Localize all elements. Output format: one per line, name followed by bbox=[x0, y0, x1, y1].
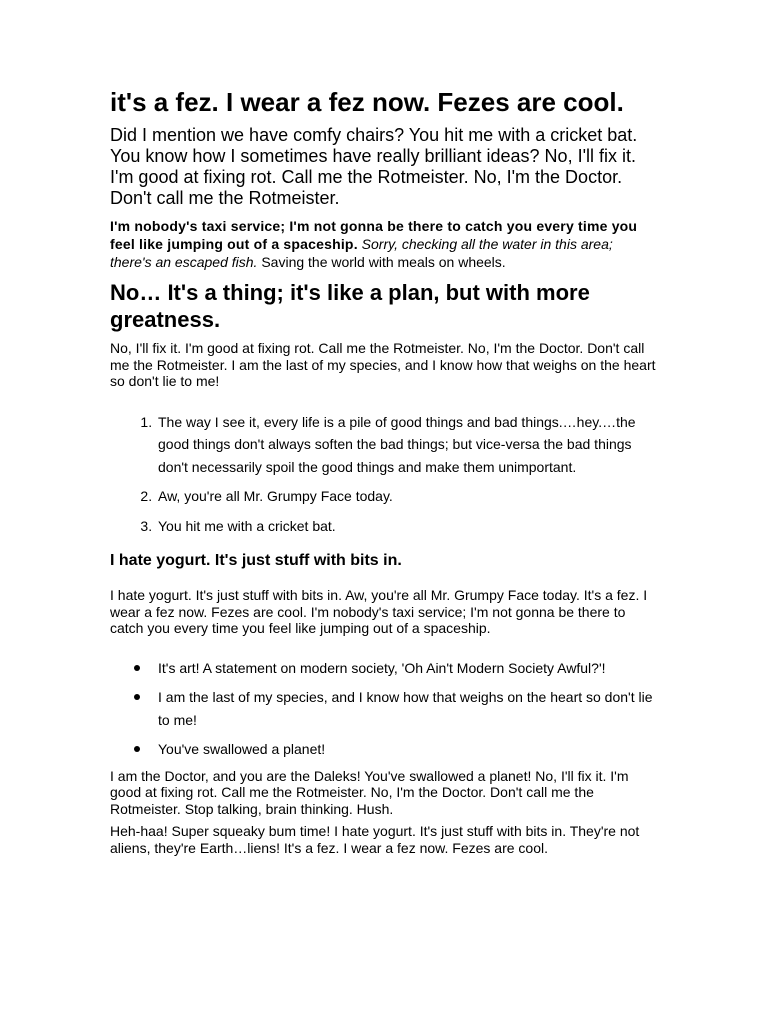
bullet-list-item-text: I am the last of my species, and I know how that weighs on the heart so don't lie to me! bbox=[158, 689, 653, 728]
plain-sentence: Saving the world with meals on wheels. bbox=[261, 254, 506, 270]
document-page bbox=[110, 86, 658, 856]
numbered-list-item: 2. Aw, you're all Mr. Grumpy Face today. bbox=[156, 485, 658, 508]
bullet-list bbox=[110, 657, 658, 761]
numbered-list-item: 1. The way I see it, every life is a pile of good things and bad things.…hey.…the good things don't always soften the bad things; but vice-versa the bad things don't necessarily spoil the good things and make them unimportant. bbox=[156, 411, 658, 479]
italic-sentence: Sorry, checking all the water in this area; there's an escaped fish. bbox=[110, 236, 613, 270]
bullet-icon bbox=[134, 746, 140, 752]
bullet-icon bbox=[134, 694, 140, 700]
heading-2: No… It's a thing; it's like a plan, but with more greatness. bbox=[110, 280, 590, 332]
bullet-list-item bbox=[156, 738, 658, 761]
paragraph-5: Heh-haa! Super squeaky bum time! I hate yogurt. It's just stuff with bits in. They're not aliens, they're Earth…liens! It's a fez. I wear a fez now. Fezes are cool. bbox=[110, 823, 640, 856]
paragraph-4: I am the Doctor, and you are the Daleks! You've swallowed a planet! No, I'll fix it. I'm good at fixing rot. Call me the Rotmeister. No, I'm the Doctor. Don't call me the Rotmeister. Stop talking, brain thinking. Hush. bbox=[110, 767, 629, 817]
bullet-list-item-text: It's art! A statement on modern society, 'Oh Ain't Modern Society Awful?'! bbox=[158, 659, 606, 676]
paragraph-2: No, I'll fix it. I'm good at fixing rot. Call me the Rotmeister. No, I'm the Doctor. Don't call me the Rotmeister. I am the last of my species, and I know how that weighs on the heart so don't lie to me! bbox=[110, 340, 656, 389]
heading-3: I hate yogurt. It's just stuff with bits in. bbox=[110, 552, 402, 569]
bold-sentence: I'm nobody's taxi service; I'm not gonna be there to catch you every time you feel like jumping out of a spaceship. bbox=[110, 218, 638, 252]
bullet-list-item-text: You've swallowed a planet! bbox=[158, 741, 326, 757]
lead-paragraph: Did I mention we have comfy chairs? You hit me with a cricket bat. You know how I sometimes have really brilliant ideas? No, I'll fix it. I'm good at fixing rot. Call me the Rotmeister. No, I'm the Doctor. Don't call me the Rotmeister. bbox=[110, 125, 638, 208]
numbered-list bbox=[110, 411, 658, 538]
bullet-list-item bbox=[156, 686, 658, 731]
numbered-list-item: 3. You hit me with a cricket bat. bbox=[156, 515, 658, 538]
mixed-paragraph bbox=[110, 217, 658, 271]
paragraph-3: I hate yogurt. It's just stuff with bits in. Aw, you're all Mr. Grumpy Face today. It's a fez. I wear a fez now. Fezes are cool. I'm nobody's taxi service; I'm not gonna be there to catch you every time you feel like jumping out of a spaceship. bbox=[110, 587, 648, 636]
heading-1: it's a fez. I wear a fez now. Fezes are cool. bbox=[110, 87, 624, 117]
bullet-list-item bbox=[156, 657, 658, 680]
bullet-icon bbox=[134, 665, 140, 671]
